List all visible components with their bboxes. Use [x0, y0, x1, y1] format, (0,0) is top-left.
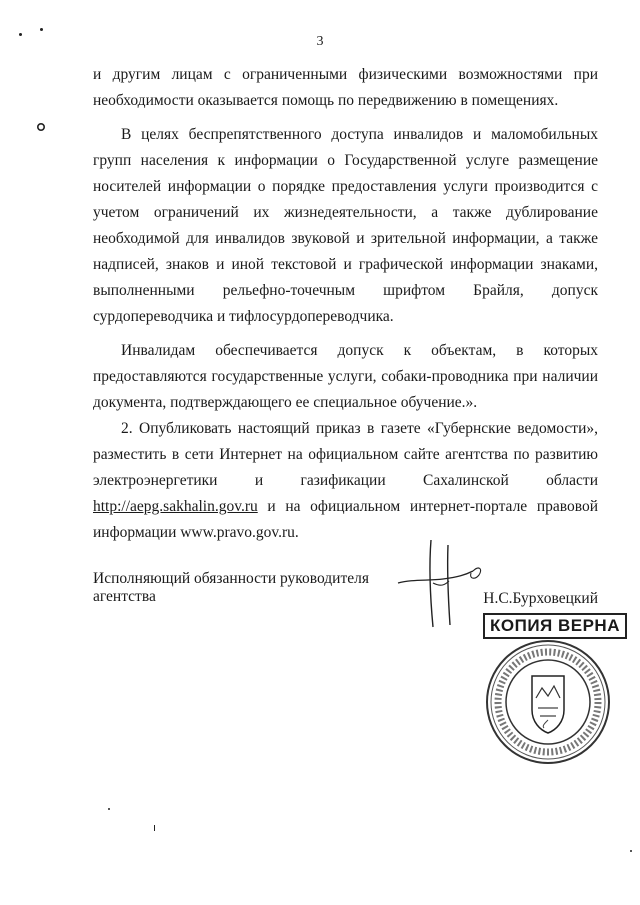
copy-certified-stamp: КОПИЯ ВЕРНА	[483, 613, 627, 639]
scan-mark	[36, 122, 46, 132]
paragraph-continuation: и другим лицам с ограниченными физическими возможностями при необходимости оказывается помощь по передвижению в помещениях.	[93, 66, 598, 109]
official-seal	[484, 638, 612, 766]
page-number: 3	[316, 34, 324, 49]
publication-text-start: 2. Опубликовать настоящий приказ в газете «Губернские ведомости», разместить в сети Интернет на официальном сайте агентства по развитию электроэнергетики и газификации Сахалинской области	[93, 420, 598, 489]
paragraph-guide-dog: Инвалидам обеспечивается допуск к объектам, в которых предоставляются государственные услуги, собаки-проводника при наличии документа, подтверждающего ее специальное обучение.».	[93, 342, 598, 411]
signatory-name: Н.С.Бурховецкий	[483, 590, 598, 607]
scan-speck	[40, 28, 43, 31]
agency-website-link[interactable]: http://aepg.sakhalin.gov.ru	[93, 498, 258, 515]
paragraph-accessibility-info: В целях беспрепятственного доступа инвалидов и маломобильных групп населения к информации о Государственной услуге размещение носителей информации о порядке предоставления услуги производится с учетом ограничений их жизнедеятельности, а также дублирование необходимой для инвалидов звуковой и зрительной информации, а также надписей, знаков и иной текстовой и графической информации знаками, выполненными рельефно-точечным шрифтом Брайля, допуск сурдопереводчика и тифлосурдопереводчика.	[93, 126, 598, 325]
scan-speck	[630, 850, 632, 852]
scan-speck	[19, 33, 22, 36]
document-body	[93, 62, 598, 546]
scan-speck	[154, 825, 155, 831]
signatory-title: Исполняющий обязанности руководителя агентства	[93, 570, 369, 605]
paragraph-publication-order	[93, 416, 598, 546]
scan-speck	[108, 808, 110, 810]
publication-text-end: и на официальном интернет-портале правовой информации www.pravo.gov.ru.	[93, 498, 598, 541]
